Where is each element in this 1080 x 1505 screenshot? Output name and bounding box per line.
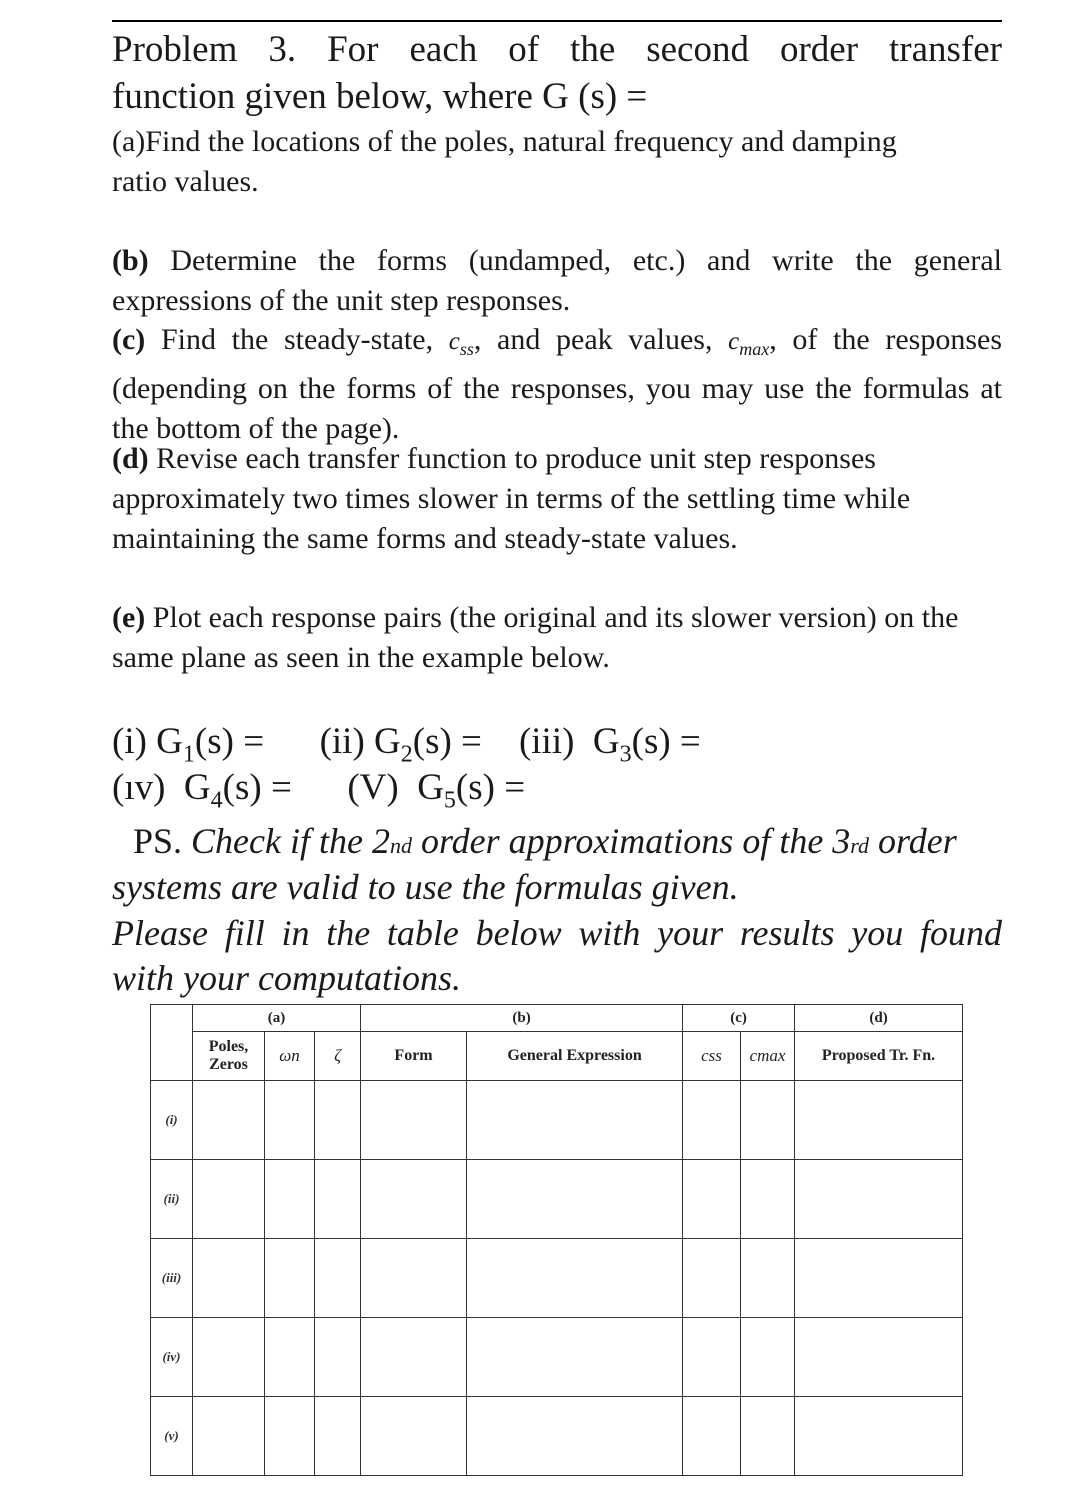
table-cell — [741, 1081, 795, 1160]
fn-iii: (iii) $G_3(s)$ = — [518, 721, 701, 768]
css-symbol: $c_{ss}$ — [448, 328, 474, 359]
table-cell — [265, 1239, 315, 1318]
col-poles-zeros: Poles, Zeros — [193, 1032, 265, 1081]
part-b-label: (b) — [112, 244, 149, 277]
col-general-expression: General Expression — [467, 1032, 683, 1081]
table-cell — [315, 1160, 361, 1239]
fn-ii: (ii) $G_2(s)$ = — [319, 721, 482, 768]
row-label: (iii) — [151, 1239, 193, 1318]
table-cell — [795, 1397, 963, 1476]
table-cell — [265, 1397, 315, 1476]
fn-i: (i) $G_1(s)$ = — [112, 721, 265, 768]
problem-title-line2: function given below, where G (s) = — [112, 76, 648, 117]
col-zeta: ζ — [315, 1032, 361, 1081]
table-cell — [683, 1081, 741, 1160]
cmax-symbol: $c_{max}$ — [728, 328, 770, 359]
table-cell — [741, 1318, 795, 1397]
ps-line3: Please fill in the table below with your results you found — [112, 913, 1002, 953]
ps-line1: PS. Check if the 2nd order approximations of the 3rd order — [133, 821, 957, 861]
fn-iv: (ıv) $G_4(s)$ = — [112, 767, 292, 814]
table-cell — [193, 1397, 265, 1476]
part-c-label: (c) — [112, 323, 146, 356]
table-cell — [361, 1318, 467, 1397]
group-b-header: (b) — [361, 1005, 683, 1032]
col-form: Form — [361, 1032, 467, 1081]
table-cell — [315, 1239, 361, 1318]
table-cell — [795, 1081, 963, 1160]
table-row — [151, 1081, 963, 1160]
table-cell — [193, 1160, 265, 1239]
table-cell — [315, 1081, 361, 1160]
part-e-text: (e) Plot each response pairs (the original and its slower version) on the same plane as seen in the example below. — [112, 601, 959, 674]
problem-title-line1: Problem 3. For each of the second order transfer — [112, 29, 1002, 70]
table-cell — [265, 1318, 315, 1397]
table-cell — [467, 1397, 683, 1476]
table-cell — [193, 1081, 265, 1160]
part-c-text: (c) Find the steady-state, $c_{ss}$, and peak values, $c_{max}$, of the responses (depending on the forms of the responses, you may use the formulas at the bottom of the page). — [112, 323, 1003, 445]
table-cell — [467, 1318, 683, 1397]
transfer-functions-row2 — [112, 766, 1002, 822]
table-cell — [193, 1239, 265, 1318]
table-cell — [467, 1160, 683, 1239]
table-row — [151, 1239, 963, 1318]
table-cell — [683, 1239, 741, 1318]
group-d-header: (d) — [795, 1005, 963, 1032]
table-cell — [795, 1239, 963, 1318]
part-a-text: (a)Find the locations of the poles, natural frequency and damping ratio values. — [112, 125, 897, 198]
row-label: (v) — [151, 1397, 193, 1476]
table-row — [151, 1160, 963, 1239]
table-cell — [467, 1239, 683, 1318]
table-cell — [315, 1397, 361, 1476]
part-b-text: (b) Determine the forms (undamped, etc.) and write the general expressions of the unit step responses. — [112, 244, 1002, 317]
table-cell — [315, 1318, 361, 1397]
col-wn: ωn — [265, 1032, 315, 1081]
table-cell — [361, 1081, 467, 1160]
table-cell — [795, 1318, 963, 1397]
col-css: css — [683, 1032, 741, 1081]
table-cell — [265, 1160, 315, 1239]
row-label: (i) — [151, 1081, 193, 1160]
table-cell — [683, 1160, 741, 1239]
results-table — [150, 1004, 963, 1476]
fn-v: (V) $G_5(s)$ = — [347, 767, 526, 814]
group-a-header: (a) — [193, 1005, 361, 1032]
table-cell — [361, 1239, 467, 1318]
table-cell — [361, 1397, 467, 1476]
table-row — [151, 1397, 963, 1476]
col-proposed-tf: Proposed Tr. Fn. — [795, 1032, 963, 1081]
ps-line4: with your computations. — [112, 958, 461, 998]
table-cell — [467, 1081, 683, 1160]
group-c-header: (c) — [683, 1005, 795, 1032]
row-label: (iv) — [151, 1318, 193, 1397]
row-label: (ii) — [151, 1160, 193, 1239]
table-cell — [193, 1318, 265, 1397]
part-d-label: (d) — [112, 442, 149, 475]
table-cell — [683, 1318, 741, 1397]
table-row — [151, 1318, 963, 1397]
table-corner — [151, 1005, 193, 1081]
table-cell — [741, 1160, 795, 1239]
part-d-text: (d) Revise each transfer function to produce unit step responses approximately two times slower in terms of the settling time while maintaining the same forms and steady-state values. — [112, 442, 911, 555]
table-cell — [683, 1397, 741, 1476]
part-e-label: (e) — [112, 601, 146, 634]
top-rule — [112, 20, 1002, 22]
col-cmax: cmax — [741, 1032, 795, 1081]
table-cell — [741, 1239, 795, 1318]
table-cell — [361, 1160, 467, 1239]
table-cell — [265, 1081, 315, 1160]
table-cell — [795, 1160, 963, 1239]
ps-line2: systems are valid to use the formulas given. — [112, 867, 739, 907]
table-cell — [741, 1397, 795, 1476]
